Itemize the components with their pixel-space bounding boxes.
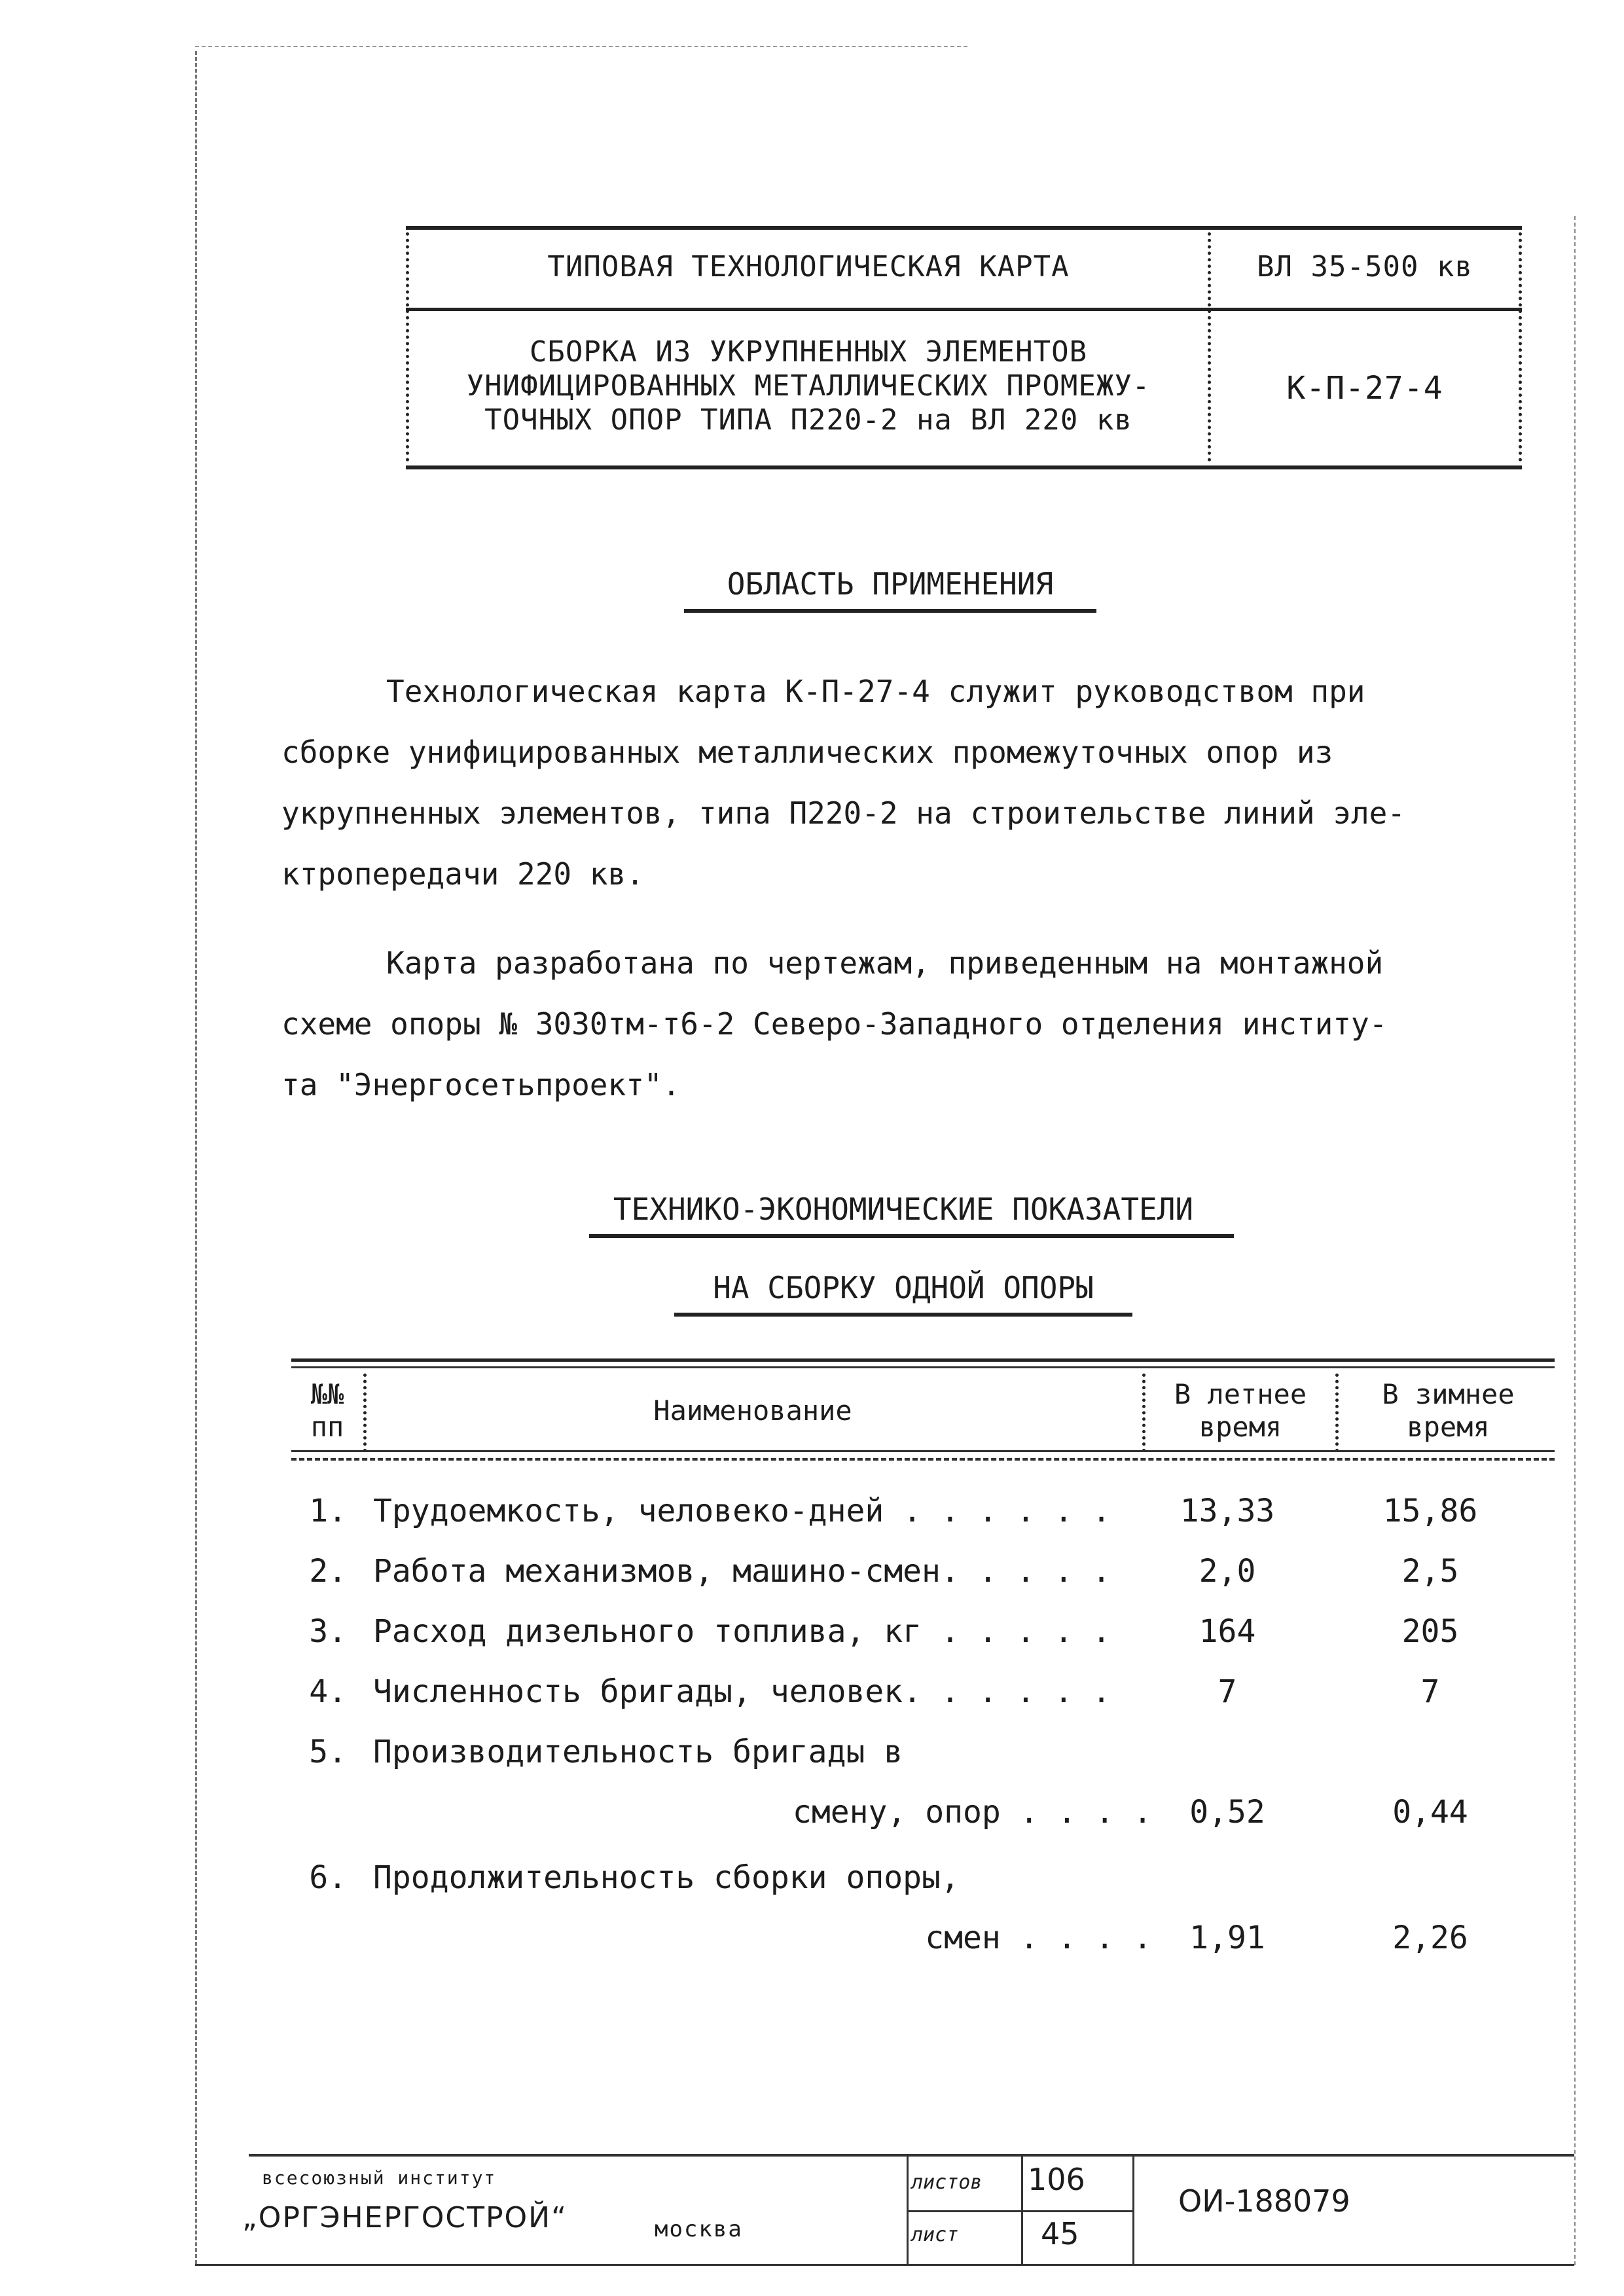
row-6-name: Продолжительность сборки опоры, <box>373 1859 960 1896</box>
row-1-summer: 13,33 <box>1180 1493 1275 1529</box>
indicators-heading-line-1: ТЕХНИКО-ЭКОНОМИЧЕСКИЕ ПОКАЗАТЕЛИ <box>613 1192 1194 1227</box>
institute-name: „ОРГЭНЕРГОСТРОЙ“ <box>242 2201 568 2234</box>
indicators-heading-line-2: НА СБОРКУ ОДНОЙ ОПОРЫ <box>713 1270 1094 1305</box>
row-3-winter: 205 <box>1401 1613 1459 1650</box>
scope-p2-line-3: та "Энергосетьпроект". <box>281 1067 681 1102</box>
scope-p1-line-4: ктропередачи 220 кв. <box>281 856 644 892</box>
indicators-heading-underline-1 <box>589 1234 1234 1238</box>
table-divider-2 <box>1142 1374 1146 1452</box>
card-type-label: ТИПОВАЯ ТЕХНОЛОГИЧЕСКАЯ КАРТА <box>547 250 1070 283</box>
scope-paragraph-1 <box>281 661 1512 905</box>
col-header-name: Наименование <box>653 1394 852 1427</box>
indicators-heading-underline-2 <box>674 1313 1132 1317</box>
row-3-num: 3. <box>309 1613 347 1650</box>
scope-p2-line-1: Карта разработана по чертежам, приведенным на монтажной <box>386 945 1384 981</box>
table-top-rule-2 <box>291 1366 1555 1368</box>
row-5-summer: 0,52 <box>1189 1794 1265 1831</box>
col-header-winter-line-2: время <box>1407 1411 1490 1443</box>
row-4-winter: 7 <box>1420 1673 1440 1710</box>
card-code: К-П-27-4 <box>1286 370 1443 407</box>
stamp-divider-3 <box>1132 2157 1134 2264</box>
row-3-summer: 164 <box>1199 1613 1256 1650</box>
table-divider-3 <box>1335 1374 1339 1452</box>
sheet-label: лист <box>911 2223 959 2246</box>
row-1-num: 1. <box>309 1493 347 1529</box>
frame-bottom-line <box>195 2264 1574 2266</box>
row-2-winter: 2,5 <box>1401 1553 1459 1590</box>
stamp-divider-horizontal <box>907 2210 1132 2212</box>
scope-p1-line-3: укрупненных элементов, типа П220-2 на строительстве линий эле- <box>281 795 1406 831</box>
row-4-summer: 7 <box>1218 1673 1237 1710</box>
col-header-num <box>295 1378 360 1444</box>
scope-p1-line-1: Технологическая карта К-П-27-4 служит руководством при <box>386 674 1365 709</box>
scope-p2-line-2: схеме опоры № 3030тм-т6-2 Северо-Западного отделения институ- <box>281 1006 1388 1042</box>
header-divider-right <box>1519 226 1522 462</box>
card-title-line-3: ТОЧНЫХ ОПОР ТИПА П220-2 на ВЛ 220 кв <box>484 403 1132 437</box>
row-6-winter: 2,26 <box>1392 1920 1468 1956</box>
scope-heading-underline <box>684 609 1096 613</box>
table-header-rule <box>291 1450 1555 1452</box>
row-6-summer: 1,91 <box>1189 1920 1265 1956</box>
row-4-num: 4. <box>309 1673 347 1710</box>
col-header-summer-line-2: время <box>1199 1411 1282 1443</box>
row-2-name: Работа механизмов, машино-смен. . . . . <box>373 1553 1111 1590</box>
city: москва <box>655 2216 743 2242</box>
col-header-num-line-1: №№ <box>310 1378 344 1410</box>
row-5-num: 5. <box>309 1734 347 1770</box>
header-divider-horizontal <box>406 308 1522 311</box>
card-title <box>419 335 1198 437</box>
row-3-name: Расход дизельного топлива, кг . . . . . <box>373 1613 1111 1650</box>
table-top-rule <box>291 1358 1555 1362</box>
col-header-summer <box>1149 1378 1332 1444</box>
row-5-name-cont: смену, опор . . . . <box>792 1794 1152 1831</box>
row-1-winter: 15,86 <box>1382 1493 1478 1529</box>
table-divider-1 <box>363 1374 367 1452</box>
col-header-summer-line-1: В летнее <box>1174 1378 1307 1410</box>
voltage-range: ВЛ 35-500 кв <box>1257 250 1473 283</box>
col-header-winter-line-1: В зимнее <box>1382 1378 1515 1410</box>
row-4-name: Численность бригады, человек. . . . . . <box>373 1673 1111 1710</box>
row-2-summer: 2,0 <box>1199 1553 1256 1590</box>
frame-top-line <box>195 46 967 47</box>
frame-right-line <box>1574 216 1576 2265</box>
row-2-num: 2. <box>309 1553 347 1590</box>
header-divider-middle <box>1208 226 1211 462</box>
header-divider-left <box>406 226 409 462</box>
scope-paragraph-2 <box>281 933 1512 1116</box>
col-header-winter <box>1342 1378 1555 1444</box>
sheets-label: листов <box>911 2171 983 2194</box>
table-header-rule-2 <box>291 1458 1555 1461</box>
sheets-value: 106 <box>1028 2162 1085 2197</box>
frame-left-line <box>195 51 197 2264</box>
card-title-line-1: СБОРКА ИЗ УКРУПНЕННЫХ ЭЛЕМЕНТОВ <box>529 335 1088 369</box>
scope-p1-line-2: сборке унифицированных металлических промежуточных опор из <box>281 735 1333 770</box>
row-6-name-cont: смен . . . . <box>925 1920 1152 1956</box>
card-title-line-2: УНИФИЦИРОВАННЫХ МЕТАЛЛИЧЕСКИХ ПРОМЕЖУ- <box>466 369 1151 403</box>
sheet-value: 45 <box>1041 2216 1079 2251</box>
scope-heading: ОБЛАСТЬ ПРИМЕНЕНИЯ <box>727 566 1054 602</box>
row-5-winter: 0,44 <box>1392 1794 1468 1831</box>
col-header-num-line-2: пп <box>310 1411 344 1443</box>
row-5-name: Производительность бригады в <box>373 1734 903 1770</box>
row-1-name: Трудоемкость, человеко-дней . . . . . . <box>373 1493 1111 1529</box>
document-code: ОИ-188079 <box>1178 2183 1350 2219</box>
institute-line-1: всесоюзный институт <box>262 2167 497 2189</box>
row-6-num: 6. <box>309 1859 347 1896</box>
